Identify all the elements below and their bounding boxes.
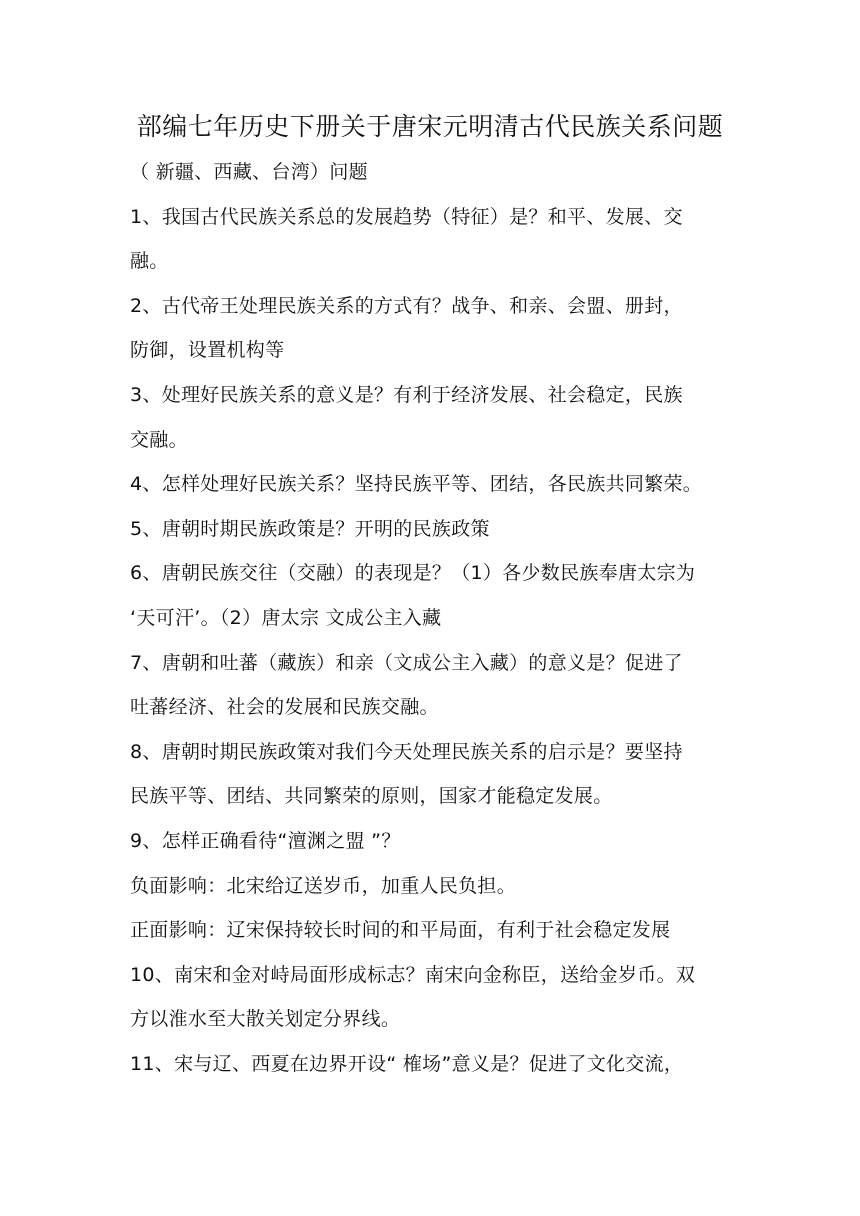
document-body	[130, 150, 735, 1086]
text-line: 10、南宋和金对峙局面形成标志？南宋向金称臣，送给金岁币。双	[130, 963, 696, 986]
document-title: 部编七年历史下册关于唐宋元明清古代民族关系问题	[136, 112, 724, 141]
text-line: ‘天可汗’。（2）唐太宗 文成公主入藏	[130, 606, 442, 629]
text-line: 民族平等、团结、共同繁荣的原则，国家才能稳定发展。	[130, 785, 613, 808]
text-line: 5、唐朝时期民族政策是？开明的民族政策	[130, 517, 490, 540]
text-line: 负面影响：北宋给辽送岁币，加重人民负担。	[130, 874, 517, 897]
text-line: 6、唐朝民族交往（交融）的表现是？（1）各少数民族奉唐太宗为	[130, 562, 696, 585]
text-line: 融。	[130, 250, 169, 273]
text-line: 11、宋与辽、西夏在边界开设“ 榷场”意义是？促进了文化交流，	[130, 1052, 684, 1075]
text-line: 8、唐朝时期民族政策对我们今天处理民族关系的启示是？要坚持	[130, 740, 683, 763]
text-line: 正面影响：辽宋保持较长时间的和平局面，有利于社会稳定发展	[130, 919, 671, 942]
text-line: 方以淮水至大散关划定分界线。	[130, 1008, 401, 1031]
text-line: 2、古代帝王处理民族关系的方式有？战争、和亲、会盟、册封，	[130, 294, 683, 317]
text-line: 7、唐朝和吐蕃（藏族）和亲（文成公主入藏）的意义是？促进了	[130, 651, 683, 674]
text-line: 4、怎样处理好民族关系？坚持民族平等、团结，各民族共同繁荣。	[130, 473, 703, 496]
text-line: 3、处理好民族关系的意义是？有利于经济发展、社会稳定，民族	[130, 383, 683, 406]
text-line: （ 新疆、西藏、台湾）问题	[130, 161, 368, 183]
text-line: 1、我国古代民族关系总的发展趋势（特征）是？和平、发展、交	[130, 205, 683, 228]
text-line: 防御，设置机构等	[130, 339, 285, 362]
text-line: 9、怎样正确看待“澶渊之盟 ”？	[130, 829, 401, 852]
text-line: 交融。	[130, 428, 188, 451]
text-line: 吐蕃经济、社会的发展和民族交融。	[130, 696, 439, 719]
